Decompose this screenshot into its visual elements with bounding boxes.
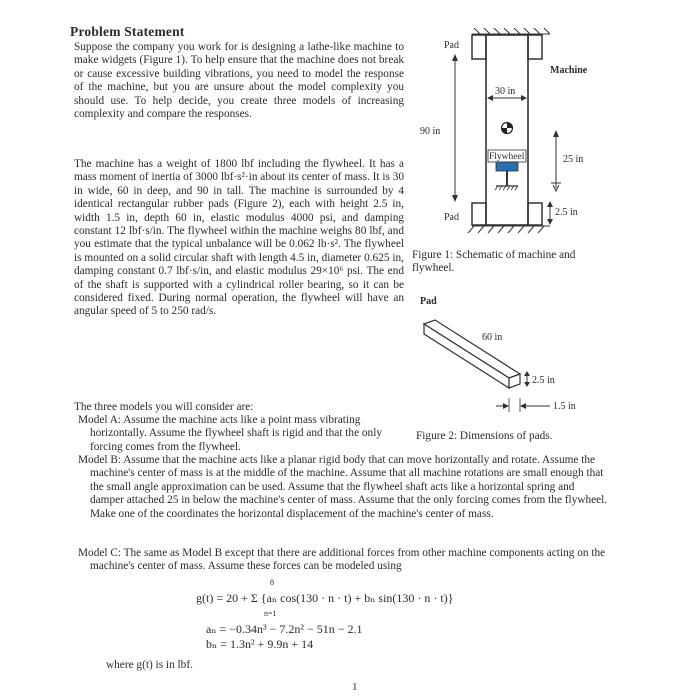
top-ground-hatch bbox=[472, 28, 550, 34]
pad-bottom-label: Pad bbox=[444, 212, 459, 223]
model-c: Model C: The same as Model B except that there are additional forces from other machine components acting on the machine's center of mass. Assume these forces can be modeled using bbox=[78, 547, 606, 573]
figure-2-pad bbox=[410, 292, 610, 417]
pad-top-label: Pad bbox=[444, 40, 459, 51]
sum-lower-limit: n=1 bbox=[264, 609, 277, 618]
where-note: where g(t) is in lbf. bbox=[106, 659, 193, 671]
models-intro: The three models you will consider are: bbox=[74, 401, 254, 413]
figure-2-caption: Figure 2: Dimensions of pads. bbox=[416, 430, 553, 442]
flywheel-disk bbox=[496, 162, 518, 171]
equation-g: g(t) = 20 + Σ {aₙ cos(130 · n · t) + bₙ sin(130 · n · t)} bbox=[196, 591, 454, 605]
bottom-right-pad bbox=[528, 203, 542, 225]
top-right-pad bbox=[528, 35, 542, 59]
figure-1-schematic bbox=[410, 28, 625, 246]
equation-an: aₙ = −0.34n³ − 7.2n² − 51n − 2.1 bbox=[206, 622, 363, 636]
machine-label: Machine bbox=[550, 65, 588, 76]
page-title: Problem Statement bbox=[70, 24, 185, 39]
pad-top-face bbox=[424, 320, 520, 378]
pad-height-label: 2.5 in bbox=[555, 207, 578, 218]
flywheel-label: Flywheel bbox=[489, 152, 525, 162]
bottom-left-pad bbox=[472, 203, 486, 225]
model-b: Model B: Assume that the machine acts like a planar rigid body that can move horizontally and rotate. Assume the machine's center of mass is at the middle of the machine. Assume that all machine rotations are small enough that the small angle approximation can be used. Assume that the flywheel shaft acts like a horizontal spring and damper attached 25 in below the machine's center of mass. Assume that the only forcing comes from the flywheel. Make one of the coordinates the horizontal displacement of the machine's center of mass. bbox=[78, 454, 608, 520]
machine-description: The machine has a weight of 1800 lbf including the flywheel. It has a mass moment of inertia of 3000 lbf·s²·in about its center of mass. It is 30 in wide, 60 in deep, and 90 in tall. The machine is surrounded by 4 identical rectangular rubber pads (Figure 2), each with height 2.5 in, width 1.5 in, depth 60 in, elastic modulus 4000 psi, and damping constant 12 lbf·s/in. The flywheel within the machine weighs 80 lbf, and you estimate that the typical unbalance will be 0.062 lb·s². The flywheel is mounted on a solid circular shaft with length 4.5 in, diameter 0.625 in, damping constant 0.7 lbf·s/in, and elastic modulus 29×10⁶ psi. The end of the shaft is supported with a cylindrical roller bearing, so it can be considered fixed. During normal operation, the flywheel will have an angular speed of 5 to 250 rad/s. bbox=[74, 158, 404, 318]
sum-upper-limit: 8 bbox=[270, 578, 274, 587]
top-left-pad bbox=[472, 35, 486, 59]
pad-thickness-label: 2.5 in bbox=[532, 375, 555, 386]
height-label: 90 in bbox=[420, 126, 441, 137]
page-number: 1 bbox=[352, 681, 358, 693]
equation-bn: bₙ = 1.3n² + 9.9n + 14 bbox=[206, 637, 314, 651]
pad-depth-label: 60 in bbox=[482, 332, 503, 343]
pad-label: Pad bbox=[420, 296, 437, 307]
offset-label: 25 in bbox=[563, 154, 584, 165]
height-arrow-up bbox=[452, 54, 458, 61]
height-arrow-down bbox=[452, 195, 458, 202]
figure-1-caption: Figure 1: Schematic of machine and flywheel. bbox=[412, 249, 576, 275]
pad-width-label: 1.5 in bbox=[553, 401, 576, 412]
bottom-ground-hatch bbox=[468, 226, 550, 233]
intro-paragraph: Suppose the company you work for is designing a lathe-like machine to make widgets (Figure 1). To help ensure that the machine does not break or cause excessive building vibrations, you need to model the response of the machine, but you are unsure about the model complexity you should use. To help decide, you create three models of increasing complexity and compare the responses. bbox=[74, 41, 404, 121]
width-label: 30 in bbox=[495, 86, 516, 97]
model-a: Model A: Assume the machine acts like a point mass vibrating horizontally. Assume the flywheel shaft is rigid and that the only forcing comes from the flywheel. bbox=[78, 414, 382, 453]
